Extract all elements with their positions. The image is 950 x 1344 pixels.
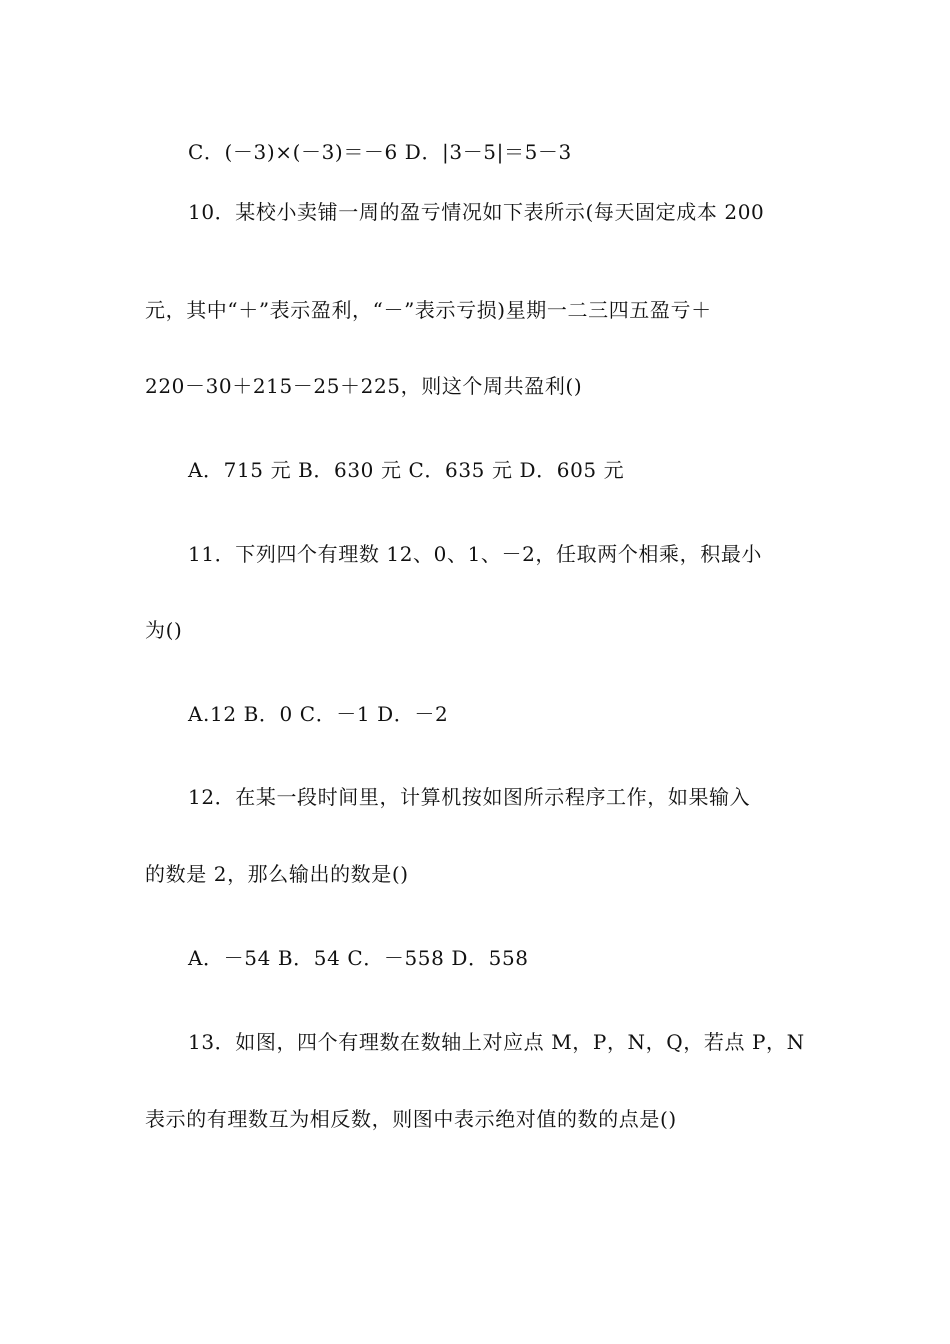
q11-options: A.12 B．0 C．－1 D．－2 [188,702,449,726]
q11-stem-line-2: 为() [145,618,183,642]
q13-stem-line-1: 13．如图，四个有理数在数轴上对应点 M，P，N，Q，若点 P，N [188,1030,805,1054]
q12-stem-line-2: 的数是 2，那么输出的数是() [145,862,409,886]
q10-stem-line-1: 10．某校小卖铺一周的盈亏情况如下表所示(每天固定成本 200 [188,200,765,224]
q12-options: A．－54 B．54 C．－558 D．558 [188,946,529,970]
q12-stem-line-1: 12．在某一段时间里，计算机按如图所示程序工作，如果输入 [188,785,751,809]
q9-options-cd: C．(－3)×(－3)＝－6 D．|3－5|＝5－3 [188,140,572,164]
q10-stem-line-3: 220－30＋215－25＋225，则这个周共盈利() [145,374,583,398]
q10-stem-line-2: 元，其中“＋”表示盈利，“－”表示亏损)星期一二三四五盈亏＋ [145,298,712,322]
q13-stem-line-2: 表示的有理数互为相反数，则图中表示绝对值的数的点是() [145,1107,677,1131]
q10-options: A．715 元 B．630 元 C．635 元 D．605 元 [188,458,625,482]
q11-stem-line-1: 11．下列四个有理数 12、0、1、－2，任取两个相乘，积最小 [188,542,763,566]
